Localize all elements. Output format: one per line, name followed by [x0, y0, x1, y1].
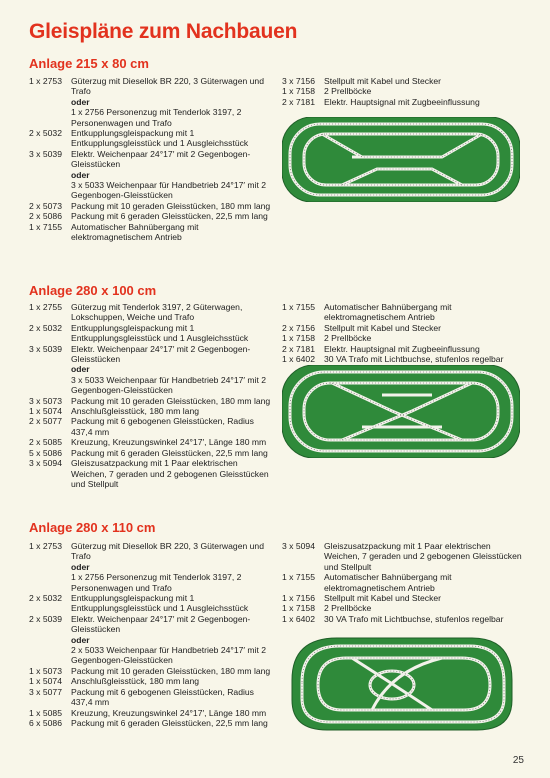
part-quantity-code: 1 x 7158 [282, 603, 315, 614]
part-quantity-code [29, 375, 71, 396]
part-description: Entkupplungsgleispackung mit 1 Entkupplungsgleisstück und 1 Ausgleichsstück [71, 593, 249, 614]
part-list-item [282, 354, 522, 364]
part-quantity-code: 2 x 7156 [282, 322, 315, 333]
section-2-parts-right [282, 302, 522, 364]
part-quantity-code: 5 x 5086 [29, 447, 62, 458]
part-list-item [29, 458, 271, 489]
part-list-item [29, 687, 271, 708]
part-list-item [282, 302, 522, 323]
part-list-item [29, 180, 271, 201]
part-description: Kreuzung, Kreuzungswinkel 24°17′, Länge 180 mm [71, 707, 267, 718]
part-list-item [29, 635, 271, 645]
part-description: Gleiszusatzpackung mit 1 Paar elektrischen Weichen, 7 geraden und 2 gebogenen Gleisstücken und Stellpult [324, 541, 522, 572]
part-description: Güterzug mit Tenderlok 3197, 2 Güterwagen, Lokschuppen, Weiche und Trafo [71, 302, 243, 323]
part-list-item [29, 344, 271, 365]
track-plan-215x80 [282, 117, 520, 202]
section-2-parts-left [29, 302, 271, 489]
part-quantity-code [29, 645, 71, 666]
part-list-item [29, 562, 271, 572]
part-quantity-code: 1 x 2753 [29, 541, 62, 551]
part-description: Packung mit 6 geraden Gleisstücken, 22,5 mm lang [71, 211, 268, 222]
part-quantity-code: 1 x 7155 [29, 221, 62, 232]
part-description: Stellpult mit Kabel und Stecker [324, 593, 442, 604]
part-quantity-code: 2 x 7181 [282, 96, 315, 107]
part-list-item [29, 718, 271, 728]
part-list-item [282, 76, 522, 86]
part-list-item [29, 448, 271, 458]
part-list-item [29, 302, 271, 323]
part-description: Automatischer Bahnübergang mit elektromagnetischem Antrieb [324, 572, 452, 593]
part-description: 1 x 2756 Personenzug mit Tenderlok 3197, 2 Personenwagen und Trafo [71, 107, 242, 128]
part-quantity-code: 2 x 5032 [29, 322, 62, 333]
part-list-item [29, 645, 271, 666]
part-quantity-code: 1 x 2753 [29, 76, 62, 86]
part-list-item [29, 708, 271, 718]
section-3-parts-left [29, 541, 271, 728]
part-description: Automatischer Bahnübergang mit elektromagnetischem Antrieb [324, 302, 452, 323]
section-title-3: Anlage 280 x 110 cm [29, 520, 156, 535]
part-description: 2 Prellböcke [324, 333, 372, 344]
part-quantity-code: 2 x 5077 [29, 416, 62, 427]
part-description: Elektr. Weichenpaar 24°17′ mit 2 Gegenbogen-Gleisstücken [71, 613, 251, 635]
part-description: Stellpult mit Kabel und Stecker [324, 322, 442, 333]
part-quantity-code: 1 x 7155 [282, 302, 315, 312]
part-quantity-code: 1 x 7158 [282, 333, 315, 344]
part-list-item [282, 593, 522, 603]
part-quantity-code: 3 x 5077 [29, 686, 62, 697]
part-quantity-code: 2 x 5085 [29, 437, 62, 448]
part-list-item [29, 97, 271, 107]
part-description: 30 VA Trafo mit Lichtbuchse, stufenlos regelbar [324, 354, 504, 365]
part-description: 2 Prellböcke [324, 86, 372, 97]
part-quantity-code: 2 x 5039 [29, 613, 62, 624]
part-quantity-code: 2 x 5032 [29, 128, 62, 139]
part-description: Packung mit 10 geraden Gleisstücken, 180 mm lang [71, 665, 271, 676]
part-description: 2 x 5033 Weichenpaar für Handbetrieb 24°17′ mit 2 Gegenbogen-Gleisstücken [71, 645, 267, 666]
part-quantity-code [29, 635, 71, 645]
part-list-item [29, 676, 271, 686]
alternative-marker: oder [71, 364, 90, 375]
part-quantity-code: 1 x 6402 [282, 354, 315, 365]
part-description: 3 x 5033 Weichenpaar für Handbetrieb 24°17′ mit 2 Gegenbogen-Gleisstücken [71, 374, 267, 396]
part-description: Güterzug mit Diesellok BR 220, 3 Güterwagen und Trafo [71, 76, 264, 97]
part-description: 30 VA Trafo mit Lichtbuchse, stufenlos regelbar [324, 613, 504, 624]
part-quantity-code [29, 107, 71, 128]
section-3-parts-right [282, 541, 522, 624]
part-description: Stellpult mit Kabel und Stecker [324, 76, 442, 86]
part-quantity-code: 1 x 2755 [29, 302, 62, 312]
part-quantity-code: 3 x 5039 [29, 343, 62, 354]
part-quantity-code: 3 x 7156 [282, 76, 315, 86]
part-quantity-code: 3 x 5073 [29, 395, 62, 406]
page-number: 25 [512, 755, 524, 766]
page-title: Gleispläne zum Nachbauen [29, 20, 298, 43]
part-list-item [29, 396, 271, 406]
part-description: Entkupplungsgleispackung mit 1 Entkupplungsgleisstück und 1 Ausgleichsstück [71, 128, 249, 149]
alternative-marker: oder [71, 634, 90, 645]
track-plan-280x100 [282, 365, 520, 458]
part-list-item [29, 416, 271, 437]
part-description: Güterzug mit Diesellok BR 220, 3 Güterwagen und Trafo [71, 541, 264, 562]
part-quantity-code: 6 x 5086 [29, 717, 62, 728]
track-plan-280x110 [282, 630, 520, 738]
part-list-item [29, 76, 271, 97]
part-description: Elektr. Hauptsignal mit Zugbeeinflussung [324, 96, 480, 107]
alternative-marker: oder [71, 96, 90, 107]
part-list-item [29, 323, 271, 344]
part-description: Automatischer Bahnübergang mit elektromagnetischem Antrieb [71, 221, 199, 243]
part-list-item [29, 437, 271, 447]
part-description: Anschlußgleisstück, 180 mm lang [71, 676, 200, 687]
part-quantity-code: 1 x 5074 [29, 406, 62, 417]
section-title-2: Anlage 280 x 100 cm [29, 283, 157, 298]
part-description: 2 Prellböcke [324, 603, 372, 614]
part-quantity-code: 2 x 5073 [29, 200, 62, 211]
part-list-item [282, 603, 522, 613]
part-quantity-code [29, 364, 71, 374]
part-quantity-code: 2 x 7181 [282, 343, 315, 354]
part-list-item [282, 333, 522, 343]
part-list-item [29, 107, 271, 128]
part-description: 3 x 5033 Weichenpaar für Handbetrieb 24°17′ mit 2 Gegenbogen-Gleisstücken [71, 180, 267, 201]
part-list-item [282, 572, 522, 593]
part-description: Anschlußgleisstück, 180 mm lang [71, 406, 200, 417]
part-quantity-code [29, 97, 71, 107]
part-list-item [29, 364, 271, 374]
part-list-item [29, 170, 271, 180]
part-description: Entkupplungsgleispackung mit 1 Entkupplungsgleisstück und 1 Ausgleichsstück [71, 322, 249, 344]
part-list-item [29, 614, 271, 635]
section-1-parts-right [282, 76, 522, 107]
part-list-item [29, 201, 271, 211]
part-list-item [29, 666, 271, 676]
part-quantity-code: 1 x 6402 [282, 613, 315, 624]
part-description: 1 x 2756 Personenzug mit Tenderlok 3197, 2 Personenwagen und Trafo [71, 572, 242, 593]
part-description: Kreuzung, Kreuzungswinkel 24°17′, Länge 180 mm [71, 437, 267, 448]
part-quantity-code [29, 170, 71, 180]
part-list-item [282, 344, 522, 354]
part-description: Packung mit 10 geraden Gleisstücken, 180 mm lang [71, 200, 271, 211]
part-quantity-code: 1 x 7158 [282, 86, 315, 97]
part-description: Packung mit 6 geraden Gleisstücken, 22,5 mm lang [71, 717, 268, 728]
part-list-item [282, 323, 522, 333]
part-description: Packung mit 6 gebogenen Gleisstücken, Radius 437,4 mm [71, 686, 254, 708]
part-list-item [29, 375, 271, 396]
section-1-parts-left [29, 76, 271, 243]
part-quantity-code: 1 x 5085 [29, 707, 62, 718]
part-quantity-code: 1 x 7156 [282, 593, 315, 604]
part-quantity-code: 2 x 5032 [29, 593, 62, 604]
part-list-item [29, 149, 271, 170]
part-list-item [29, 222, 271, 243]
part-quantity-code: 1 x 7155 [282, 572, 315, 583]
part-list-item [282, 541, 522, 572]
part-list-item [282, 86, 522, 96]
part-description: Packung mit 6 geraden Gleisstücken, 22,5 mm lang [71, 447, 268, 458]
part-description: Packung mit 10 geraden Gleisstücken, 180 mm lang [71, 395, 271, 406]
part-list-item [29, 541, 271, 562]
part-quantity-code: 2 x 5086 [29, 211, 62, 222]
part-quantity-code [29, 572, 71, 593]
part-description: Elektr. Hauptsignal mit Zugbeeinflussung [324, 343, 480, 354]
part-list-item [29, 211, 271, 221]
part-list-item [282, 614, 522, 624]
part-description: Gleiszusatzpackung mit 1 Paar elektrischen Weichen, 7 geraden und 2 gebogenen Gleisstücken und Stellpult [71, 458, 269, 489]
part-list-item [29, 406, 271, 416]
part-quantity-code: 1 x 5074 [29, 676, 62, 687]
part-quantity-code: 3 x 5094 [282, 541, 315, 551]
part-list-item [29, 128, 271, 149]
part-list-item [29, 572, 271, 593]
part-description: Elektr. Weichenpaar 24°17′ mit 2 Gegenbogen-Gleisstücken [71, 148, 251, 170]
part-description: Elektr. Weichenpaar 24°17′ mit 2 Gegenbogen-Gleisstücken [71, 343, 251, 365]
part-quantity-code: 1 x 5073 [29, 665, 62, 676]
section-title-1: Anlage 215 x 80 cm [29, 56, 149, 71]
alternative-marker: oder [71, 169, 90, 180]
part-quantity-code [29, 562, 71, 572]
part-quantity-code [29, 180, 71, 201]
part-list-item [282, 97, 522, 107]
part-quantity-code: 3 x 5094 [29, 458, 62, 469]
part-description: Packung mit 6 gebogenen Gleisstücken, Radius 437,4 mm [71, 416, 254, 437]
alternative-marker: oder [71, 561, 90, 572]
part-list-item [29, 593, 271, 614]
part-quantity-code: 3 x 5039 [29, 148, 62, 159]
